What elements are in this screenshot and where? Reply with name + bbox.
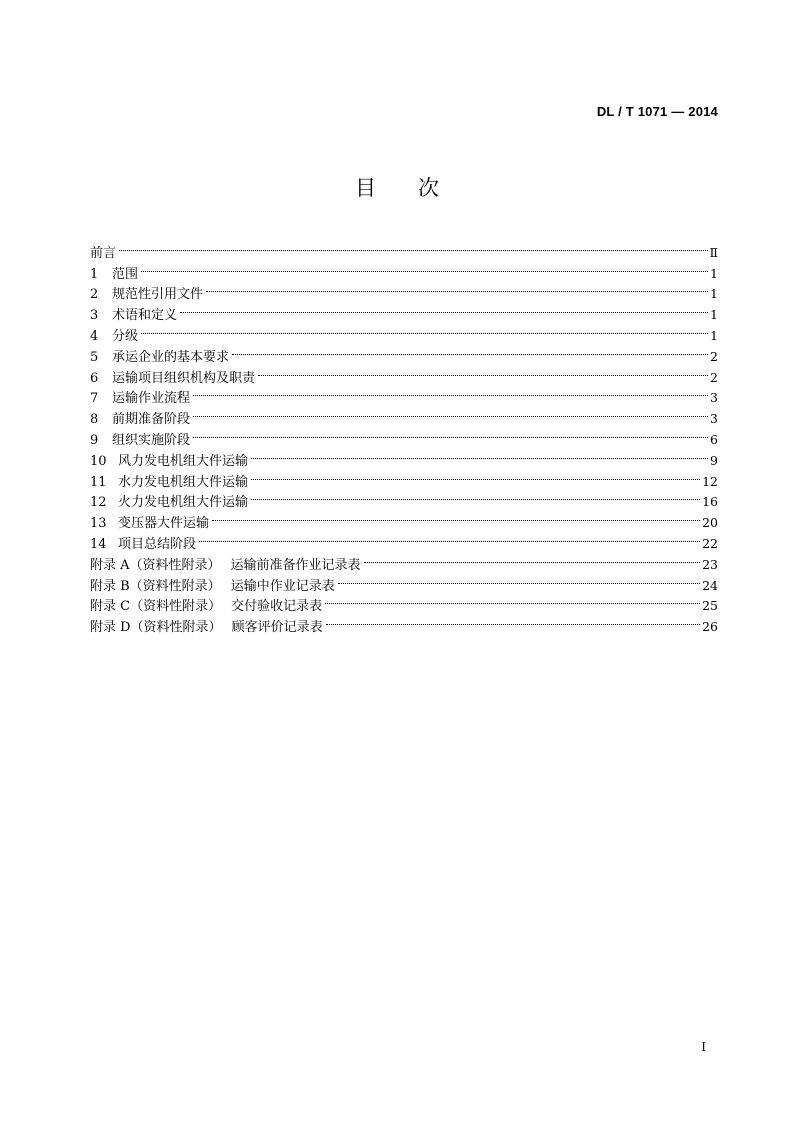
toc-entry-subtitle: 顾客评价记录表	[231, 620, 323, 636]
toc-dot-leader	[251, 486, 700, 507]
toc-entry[interactable]	[90, 298, 718, 324]
toc-entry[interactable]	[90, 319, 718, 344]
toc-dot-leader	[141, 257, 708, 278]
toc-entry-label: 分级	[112, 328, 139, 344]
toc-entry-page: 1	[710, 265, 718, 281]
toc-entry-page: 23	[702, 556, 718, 572]
toc-entry-number: 4	[90, 328, 99, 344]
toc-entry-page: 9	[710, 452, 718, 468]
toc-entry-number: 9	[90, 432, 99, 448]
toc-entry[interactable]	[90, 340, 718, 365]
toc-title: 目次	[355, 176, 481, 200]
toc-entry-page: 26	[702, 619, 718, 635]
toc-entry-subtitle: 交付验收记录表	[231, 599, 323, 615]
toc-list	[90, 236, 718, 636]
toc-dot-leader	[212, 506, 700, 527]
toc-entry-label: 附录 D（资料性附录）	[90, 620, 222, 636]
toc-entry-subtitle: 运输中作业记录表	[230, 578, 335, 594]
toc-entry-number: 14	[90, 536, 107, 552]
toc-entry-number: 6	[90, 370, 99, 386]
toc-entry[interactable]	[90, 278, 718, 303]
toc-dot-leader	[141, 319, 708, 340]
toc-entry-number: 10	[90, 453, 107, 469]
toc-entry-label: 前期准备阶段	[112, 412, 191, 428]
toc-entry-number: 12	[90, 495, 107, 511]
toc-entry-page: 3	[710, 411, 718, 427]
toc-entry-label: 火力发电机组大件运输	[118, 495, 249, 511]
toc-dot-leader	[325, 590, 700, 611]
toc-dot-leader	[193, 402, 708, 423]
toc-entry[interactable]	[90, 257, 718, 282]
toc-dot-leader	[180, 298, 708, 319]
toc-entry-page: 24	[702, 577, 718, 593]
toc-entry-number: 1	[90, 266, 99, 282]
toc-entry-number: 11	[90, 474, 107, 490]
toc-entry-label: 组织实施阶段	[112, 432, 191, 448]
toc-entry-number: 13	[90, 516, 107, 532]
toc-entry-page: 6	[710, 431, 718, 447]
toc-entry-page: 1	[710, 327, 718, 343]
toc-dot-leader	[326, 610, 701, 631]
toc-entry-number: 2	[90, 287, 99, 303]
toc-entry-label: 前言	[90, 245, 117, 261]
page-number: I	[701, 1040, 706, 1054]
toc-entry[interactable]	[90, 236, 718, 261]
toc-dot-leader	[199, 527, 700, 548]
toc-entry-page: 25	[702, 598, 718, 614]
toc-entry-number: 7	[90, 391, 99, 407]
toc-entry-number: 5	[90, 349, 99, 365]
toc-dot-leader	[193, 423, 708, 444]
toc-dot-leader	[338, 569, 700, 590]
toc-entry-label: 范围	[112, 266, 139, 282]
toc-entry-label: 术语和定义	[112, 308, 178, 324]
toc-entry-page: 1	[710, 286, 718, 302]
toc-entry-label: 水力发电机组大件运输	[118, 474, 249, 490]
toc-dot-leader	[258, 361, 708, 382]
toc-dot-leader	[251, 465, 700, 486]
toc-entry-label: 规范性引用文件	[112, 287, 204, 303]
toc-entry-page: 3	[710, 390, 718, 406]
toc-dot-leader	[232, 340, 708, 361]
toc-entry-number: 8	[90, 412, 99, 428]
toc-dot-leader	[251, 444, 708, 465]
toc-dot-leader	[193, 382, 708, 403]
toc-entry-subtitle: 运输前准备作业记录表	[230, 557, 361, 573]
toc-entry-page: 2	[710, 369, 718, 385]
toc-entry-page: 20	[702, 515, 718, 531]
toc-entry-label: 承运企业的基本要求	[112, 349, 230, 365]
toc-entry-page: 16	[702, 494, 718, 510]
toc-entry-label: 风力发电机组大件运输	[118, 453, 249, 469]
standard-code: DL / T 1071 — 2014	[596, 104, 718, 119]
toc-dot-leader	[119, 236, 707, 257]
toc-entry-label: 附录 C（资料性附录）	[90, 599, 222, 615]
toc-entry-number: 3	[90, 308, 99, 324]
toc-entry-page: 1	[710, 307, 718, 323]
toc-entry-page: 12	[702, 473, 718, 489]
toc-entry-label: 附录 B（资料性附录）	[90, 578, 221, 594]
toc-entry-label: 运输项目组织机构及职责	[112, 370, 256, 386]
toc-entry-page: 22	[702, 535, 718, 551]
toc-dot-leader	[206, 278, 708, 299]
toc-entry-page: 2	[710, 348, 718, 364]
toc-dot-leader	[364, 548, 701, 569]
toc-entry-label: 变压器大件运输	[118, 516, 210, 532]
toc-entry-label: 运输作业流程	[112, 391, 191, 407]
toc-entry-page: Ⅱ	[709, 244, 718, 260]
toc-entry-label: 项目总结阶段	[118, 536, 197, 552]
toc-entry-label: 附录 A（资料性附录）	[90, 557, 221, 573]
